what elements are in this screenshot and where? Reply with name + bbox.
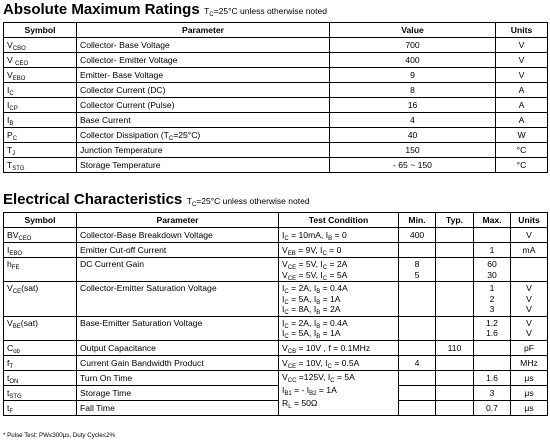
parameter-cell: DC Current Gain: [77, 258, 279, 282]
table-row: [4, 83, 548, 98]
cell-line: pF: [523, 342, 535, 353]
cell-line: $I_C = 10mA$, $I_B = 0$: [282, 230, 347, 242]
symbol-cell: $I_{EBO}$: [4, 243, 77, 258]
table-row: [4, 400, 548, 415]
col-header: Min.: [399, 213, 436, 228]
cell-line: [439, 318, 470, 329]
abs-header-row: [4, 23, 548, 38]
value-cell: 40: [330, 128, 496, 143]
cell-line: [402, 328, 432, 339]
max-cell: [474, 282, 511, 317]
cell-line: [439, 259, 470, 270]
cell-line: [402, 318, 432, 329]
cell-line: 1.6: [486, 328, 498, 338]
symbol-subscript: C: [12, 136, 18, 142]
cell-line: $V_{CB} = 10V$ , f = 0.1MHz: [282, 342, 371, 355]
symbol-subscript: ON: [9, 378, 19, 385]
max-cell: [474, 258, 511, 282]
min-cell: [399, 340, 436, 355]
table-row: [4, 128, 548, 143]
test-condition-cell: [279, 370, 399, 415]
typ-cell: [436, 243, 474, 258]
cell-line: $I_C = 5A$, $I_B = 1A$: [282, 293, 341, 306]
symbol-subscript: J: [12, 151, 16, 157]
symbol-subscript: CE: [12, 289, 22, 295]
typ-cell: [436, 370, 474, 385]
cell-line: 1: [489, 245, 495, 255]
max-cell: [474, 316, 511, 340]
symbol-cell: $BV_{CEO}$: [4, 228, 77, 243]
min-cell: [399, 385, 436, 400]
symbol-cell: $V_{CBO}$: [4, 38, 77, 53]
typ-cell: [436, 385, 474, 400]
abs-max-title: Absolute Maximum Ratings $T_C=25^\circ C$ unless otherwise noted: [3, 1, 327, 18]
table-row: [4, 38, 548, 53]
typ-cell: [436, 340, 474, 355]
symbol-cell: $T_{STG}$: [4, 158, 77, 173]
cell-line: [514, 270, 544, 281]
cell-line: V: [526, 304, 532, 314]
unit-cell: [511, 355, 548, 370]
unit-cell: V: [496, 53, 548, 68]
cell-line: 30: [487, 269, 497, 280]
cell-line: [439, 230, 470, 240]
symbol-subscript: CP: [9, 106, 18, 112]
cell-line: [439, 283, 470, 294]
typ-cell: [436, 282, 474, 317]
min-cell: [399, 282, 436, 317]
cell-line: $I_{B1}$ = - $I_{B2} = 1A$: [282, 384, 337, 397]
cell-line: 1: [489, 283, 495, 293]
typ-cell: [436, 400, 474, 415]
cell-line: 2: [489, 293, 495, 304]
cell-line: [402, 294, 432, 305]
parameter-cell: Fall Time: [77, 400, 279, 415]
parameter-cell: Collector- Base Voltage: [77, 38, 330, 53]
cell-line: [439, 358, 470, 368]
max-cell: [474, 243, 511, 258]
col-header: Max.: [474, 213, 511, 228]
unit-cell: [511, 228, 548, 243]
symbol-cell: $t_{ON}$: [4, 370, 77, 385]
value-cell: 150: [330, 143, 496, 158]
max-cell: 3: [474, 385, 511, 400]
cell-line: $I_C = 2A$, $I_B = 0.4A$: [282, 317, 348, 330]
symbol-cell: $V_{CE}(sat)$: [4, 282, 77, 317]
parameter-cell: Collector-Base Breakdown Voltage: [77, 228, 279, 243]
cell-line: 110: [447, 342, 462, 353]
parameter-cell: Collector-Emitter Saturation Voltage: [77, 282, 279, 317]
value-cell: 4: [330, 113, 496, 128]
symbol-cell: $h_{FE}$: [4, 258, 77, 282]
parameter-cell: Junction Temperature: [77, 143, 330, 158]
cell-line: [439, 304, 470, 315]
cell-line: 8: [414, 259, 420, 269]
symbol-cell: $I_C$: [4, 83, 77, 98]
symbol-subscript: F: [9, 408, 14, 415]
test-condition-cell: [279, 228, 399, 243]
typ-cell: [436, 258, 474, 282]
test-condition-cell: [279, 282, 399, 317]
cell-line: $V_{CC} =125V$, $I_C = 5A$: [282, 371, 355, 384]
cell-line: [402, 245, 432, 255]
symbol-cell: $f_T$: [4, 355, 77, 370]
value-cell: 8: [330, 83, 496, 98]
value-cell: 700: [330, 38, 496, 53]
parameter-cell: Output Capacitance: [77, 340, 279, 355]
parameter-cell: Collector Current (DC): [77, 83, 330, 98]
max-cell: [474, 228, 511, 243]
parameter-cell: Current Gain Bandwidth Product: [77, 355, 279, 370]
unit-cell: W: [496, 128, 548, 143]
cell-line: $V_{EB} = 9V$, $I_C = 0$: [282, 245, 342, 257]
unit-cell: [511, 243, 548, 258]
value-cell: 9: [330, 68, 496, 83]
symbol-subscript: FE: [11, 265, 20, 271]
col-header: Symbol: [4, 23, 77, 38]
cell-line: [439, 294, 470, 305]
col-header: Symbol: [4, 213, 77, 228]
table-row: [4, 355, 548, 370]
unit-cell: A: [496, 113, 548, 128]
cell-line: V: [526, 283, 532, 293]
parameter-cell: Turn On Time: [77, 370, 279, 385]
parameter-cell: Storage Time: [77, 385, 279, 400]
test-condition-cell: [279, 355, 399, 370]
typ-cell: [436, 228, 474, 243]
col-header: Value: [330, 23, 496, 38]
table-row: [4, 340, 548, 355]
parameter-cell: Collector Current (Pulse): [77, 98, 330, 113]
cell-line: $I_C = 2A$, $I_B = 0.4A$: [282, 283, 348, 295]
col-header: Units: [496, 23, 548, 38]
table-row: [4, 158, 548, 173]
max-cell: [474, 355, 511, 370]
cell-line: $I_C = 5A$, $I_B = 1A$: [282, 328, 341, 340]
cell-line: [402, 283, 432, 294]
symbol-subscript: EBO: [12, 76, 26, 82]
symbol-subscript: CEO: [15, 61, 29, 67]
unit-cell: A: [496, 83, 548, 98]
unit-cell: [511, 316, 548, 340]
col-header: Parameter: [77, 23, 330, 38]
abs-max-table: [3, 22, 548, 173]
value-cell: 400: [330, 53, 496, 68]
table-row: [4, 228, 548, 243]
max-cell: 1.6: [474, 370, 511, 385]
cell-line: 5: [414, 269, 420, 280]
col-header: Parameter: [77, 213, 279, 228]
symbol-subscript: B: [9, 121, 14, 127]
unit-cell: μs: [511, 385, 548, 400]
min-cell: [399, 370, 436, 385]
parameter-cell: Storage Temperature: [77, 158, 330, 173]
symbol-subscript: ob: [13, 348, 20, 355]
symbol-cell: $V_{EBO}$: [4, 68, 77, 83]
unit-cell: [511, 340, 548, 355]
cell-line: [477, 343, 507, 353]
parameter-cell: Collector- Emitter Voltage: [77, 53, 330, 68]
col-header: Typ.: [436, 213, 474, 228]
cell-line: mA: [522, 245, 536, 255]
table-row: [4, 143, 548, 158]
parameter-cell: Collector Dissipation $(T_C=25^\circ C)$: [77, 128, 330, 143]
table-row: [4, 68, 548, 83]
cell-line: MHz: [520, 357, 538, 368]
unit-cell: μs: [511, 370, 548, 385]
min-cell: [399, 400, 436, 415]
symbol-subscript: CBO: [12, 46, 26, 52]
parameter-cell: Emitter- Base Voltage: [77, 68, 330, 83]
table-row: [4, 53, 548, 68]
symbol-cell: $T_J$: [4, 143, 77, 158]
parameter-cell: Emitter Cut-off Current: [77, 243, 279, 258]
min-cell: [399, 355, 436, 370]
cell-line: 400: [409, 230, 425, 240]
cell-line: $I_C = 8A$, $I_B = 2A$: [282, 304, 341, 316]
symbol-cell: $t_F$: [4, 400, 77, 415]
cell-line: 60: [487, 259, 497, 269]
typ-cell: [436, 355, 474, 370]
table-row: [4, 316, 548, 340]
symbol-cell: $V_{BE}(sat)$: [4, 316, 77, 340]
symbol-subscript: STG: [12, 166, 25, 172]
min-cell: [399, 258, 436, 282]
test-condition-cell: [279, 243, 399, 258]
cell-line: [514, 259, 544, 270]
cell-line: [477, 230, 507, 240]
symbol-subscript: C: [9, 91, 14, 97]
cell-line: V: [526, 317, 532, 328]
cell-line: 4: [414, 357, 420, 368]
cell-line: V: [526, 293, 532, 304]
value-cell: - 65 ~ 150: [330, 158, 496, 173]
symbol-subscript: BE: [12, 323, 21, 330]
min-cell: [399, 243, 436, 258]
symbol-subscript: CEO: [18, 236, 32, 242]
symbol-cell: $I_B$: [4, 113, 77, 128]
cell-line: 1.2: [486, 317, 498, 328]
unit-cell: °C: [496, 143, 548, 158]
min-cell: [399, 228, 436, 243]
parameter-cell: Base Current: [77, 113, 330, 128]
symbol-subscript: T: [9, 363, 14, 370]
cell-line: V: [526, 230, 532, 240]
cell-line: [477, 358, 507, 368]
cell-line: [439, 328, 470, 339]
parameter-cell: Base-Emitter Saturation Voltage: [77, 316, 279, 340]
cell-line: $V_{CE} = 5V$, $I_C = 5A$: [282, 269, 348, 282]
unit-cell: A: [496, 98, 548, 113]
symbol-cell: $C_{ob}$: [4, 340, 77, 355]
col-header: Test Condition: [279, 213, 399, 228]
table-row: [4, 113, 548, 128]
cell-line: [402, 304, 432, 315]
symbol-subscript: STG: [9, 393, 22, 400]
unit-cell: V: [496, 68, 548, 83]
table-row: [4, 385, 548, 400]
cell-line: [439, 270, 470, 281]
elec-char-title: Electrical Characteristics $T_C=25^\circ C$ unless otherwise noted: [3, 191, 310, 208]
test-condition-cell: [279, 340, 399, 355]
col-header: Units: [511, 213, 548, 228]
unit-cell: °C: [496, 158, 548, 173]
table-row: [4, 370, 548, 385]
test-condition-cell: [279, 258, 399, 282]
symbol-cell: $t_{STG}$: [4, 385, 77, 400]
pulse-test-note: * Pulse Test: PW≤300μs, Duty Cycle≤2%: [3, 432, 116, 439]
typ-cell: [436, 316, 474, 340]
cell-line: $V_{CE} = 5V$, $I_C = 2A$: [282, 259, 348, 271]
cell-line: [439, 245, 470, 255]
symbol-subscript: EBO: [9, 251, 23, 257]
max-cell: 0.7: [474, 400, 511, 415]
table-row: [4, 258, 548, 282]
unit-cell: V: [496, 38, 548, 53]
min-cell: [399, 316, 436, 340]
cell-line: 3: [489, 304, 495, 314]
cell-line: $R_L = 50\Omega$: [282, 397, 318, 410]
cell-line: V: [526, 328, 532, 338]
test-condition-cell: [279, 316, 399, 340]
table-row: [4, 98, 548, 113]
symbol-cell: $P_C$: [4, 128, 77, 143]
value-cell: 16: [330, 98, 496, 113]
max-cell: [474, 340, 511, 355]
symbol-cell: V $_{CEO}$: [4, 53, 77, 68]
table-row: [4, 282, 548, 317]
cell-line: $V_{CE} = 10V$, $I_C = 0.5A$: [282, 357, 360, 370]
elec-header-row: [4, 213, 548, 228]
symbol-cell: $I_{CP}$: [4, 98, 77, 113]
cell-line: [402, 343, 432, 353]
unit-cell: μs: [511, 400, 548, 415]
elec-char-table: [3, 212, 548, 416]
unit-cell: [511, 258, 548, 282]
table-row: [4, 243, 548, 258]
unit-cell: [511, 282, 548, 317]
